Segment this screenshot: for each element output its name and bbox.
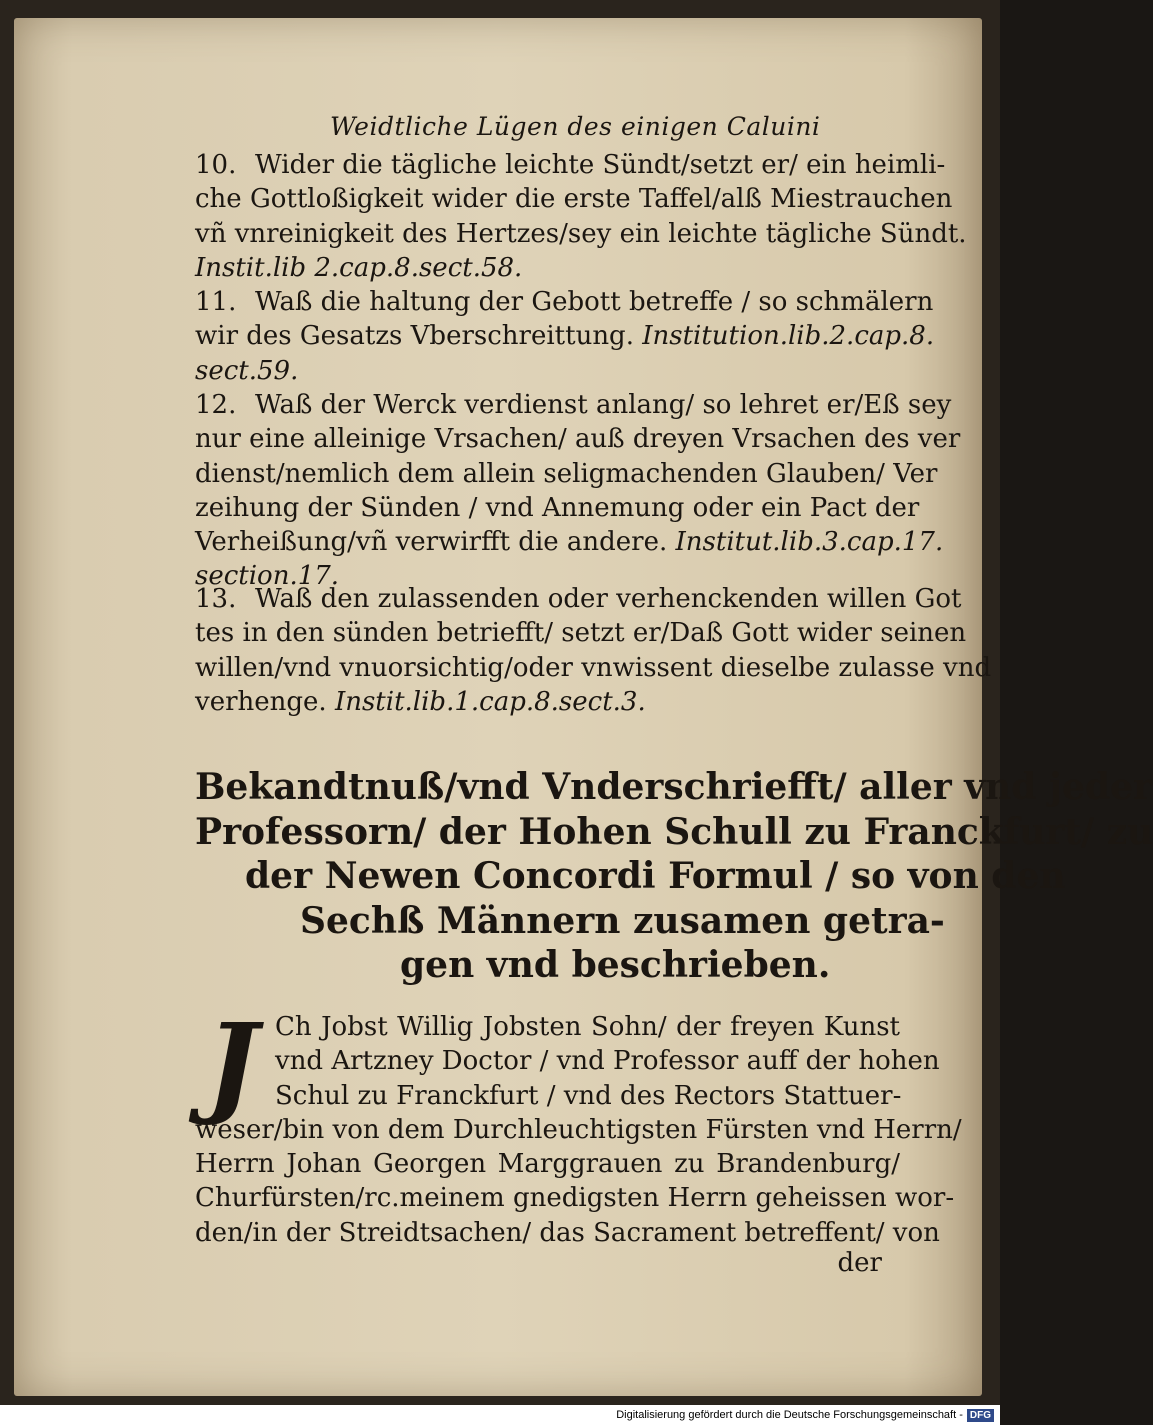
item-reference-inline: Institution.lib.2.cap.8. xyxy=(642,321,935,352)
item-reference: sect.59. xyxy=(195,355,299,386)
item-number: 10. xyxy=(195,150,237,180)
item-line: Waß der Werck verdienst anlang/ so lehret er/Eß sey xyxy=(255,390,952,420)
item-12 xyxy=(195,388,961,594)
heading-line: Sechß Männern zusamen getra- xyxy=(300,899,945,942)
item-line: Wider die tägliche leichte Sündt/setzt er/ ein heimli- xyxy=(255,150,946,180)
body-line: vnd Artzney Doctor / vnd Professor auff der hohen xyxy=(275,1046,940,1077)
section-heading xyxy=(195,765,1153,988)
footer-text: Digitalisierung gefördert durch die Deutsche Forschungsgemeinschaft - xyxy=(616,1409,963,1421)
item-reference-inline: Institut.lib.3.cap.17. xyxy=(675,527,944,558)
item-13 xyxy=(195,582,992,719)
body-line: weser/bin von dem Durchleuchtigsten Fürsten vnd Herrn/ xyxy=(195,1114,962,1145)
dfg-logo: DFG xyxy=(967,1409,994,1422)
item-line: Verheißung/vñ verwirfft die andere. xyxy=(195,527,668,558)
item-reference-inline: Instit.lib.1.cap.8.sect.3. xyxy=(334,686,646,717)
heading-line: gen vnd beschrieben. xyxy=(400,944,831,986)
heading-line: Bekandtnuß/vnd Vnderschriefft/ aller vnd jeder xyxy=(195,766,1152,808)
item-number: 13. xyxy=(195,584,237,614)
drop-cap: J xyxy=(205,999,259,1128)
heading-line: Professorn/ der Hohen Schull zu Franckfurt/ zu xyxy=(195,810,1153,853)
body-line: Ch Jobst Willig Jobsten Sohn/ der freyen Kunst xyxy=(275,1012,900,1042)
item-line: willen/vnd vnuorsichtig/oder vnwissent dieselbe zulasse vnd xyxy=(195,652,992,683)
item-line: wir des Gesatzs Vberschreittung. xyxy=(195,321,634,352)
item-line: verhenge. xyxy=(195,686,327,717)
item-10 xyxy=(195,148,967,285)
item-line: nur eine alleinige Vrsachen/ auß dreyen Vrsachen des ver xyxy=(195,424,961,455)
body-paragraph xyxy=(195,999,962,1250)
catchword: der xyxy=(837,1248,882,1278)
heading-line: der Newen Concordi Formul / so von den xyxy=(245,855,1066,897)
item-reference: section.17. xyxy=(195,561,340,592)
item-line: vñ vnreinigkeit des Hertzes/sey ein leichte tägliche Sündt. xyxy=(195,218,967,249)
body-line: Herrn Johan Georgen Marggrauen zu Brandenburg/ xyxy=(195,1149,900,1180)
running-head: Weidtliche Lügen des einigen Caluini xyxy=(330,112,821,141)
item-number: 11. xyxy=(195,287,237,317)
item-line: dienst/nemlich dem allein seligmachenden Glauben/ Ver xyxy=(195,458,938,489)
item-number: 12. xyxy=(195,390,237,420)
item-line: zeihung der Sünden / vnd Annemung oder ein Pact der xyxy=(195,492,920,523)
item-reference: Instit.lib 2.cap.8.sect.58. xyxy=(195,252,523,283)
item-line: tes in den sünden betriefft/ setzt er/Daß Gott wider seinen xyxy=(195,618,967,649)
item-line: Waß den zulassenden oder verhenckenden willen Got xyxy=(255,584,962,614)
item-line: che Gottloßigkeit wider die erste Taffel/alß Miestrauchen xyxy=(195,184,953,215)
body-line: den/in der Streidtsachen/ das Sacrament betreffent/ von xyxy=(195,1217,940,1248)
item-11 xyxy=(195,285,935,388)
body-line: Churfürsten/rc.meinem gnedigsten Herrn geheissen wor- xyxy=(195,1183,955,1214)
item-line: Waß die haltung der Gebott betreffe / so schmälern xyxy=(255,287,934,317)
body-line: Schul zu Franckfurt / vnd des Rectors Stattuer- xyxy=(275,1080,902,1111)
digitization-footer xyxy=(0,1405,1000,1425)
